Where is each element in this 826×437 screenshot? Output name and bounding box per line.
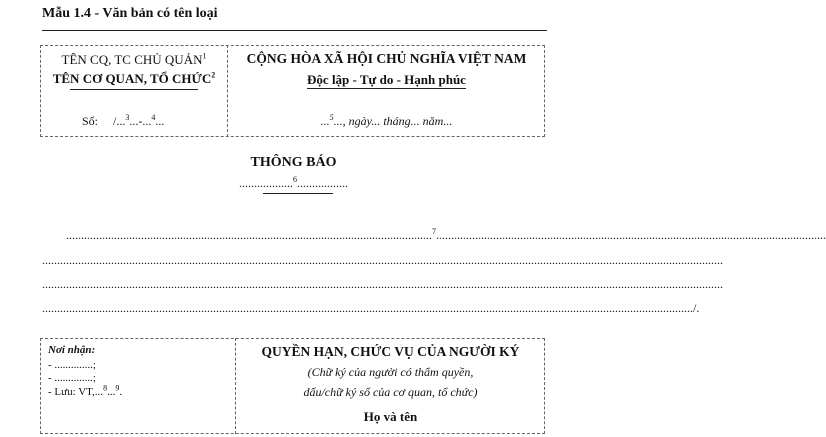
title-rule bbox=[42, 30, 547, 31]
signature-note-1: (Chữ ký của người có thẩm quyền, bbox=[307, 365, 474, 379]
number-label: Số: bbox=[82, 114, 99, 128]
document-number bbox=[82, 114, 164, 129]
signer-title: QUYỀN HẠN, CHỨC VỤ CỦA NGƯỜI KÝ bbox=[261, 344, 520, 359]
number-ref-a: 3 bbox=[125, 113, 130, 122]
org-name bbox=[41, 71, 227, 87]
archive-mid: ... bbox=[107, 386, 116, 398]
body-line-1-post: .................................................................................................................................. bbox=[436, 228, 826, 242]
recipients-label: Nơi nhận: bbox=[48, 344, 96, 356]
summary-post: ................. bbox=[297, 176, 348, 190]
recipient-item: - ..............; bbox=[48, 372, 96, 384]
motto-wrap bbox=[228, 71, 545, 89]
body-line-3: ................................................................................................................................................................................................................................... bbox=[42, 277, 723, 291]
document-type: THÔNG BÁO bbox=[250, 155, 337, 170]
body-line-1-ref: 7 bbox=[432, 227, 436, 236]
body-line-1-pre: .......................................................................................................................... bbox=[66, 228, 432, 242]
nation-name: CỘNG HÒA XÃ HỘI CHỦ NGHĨA VIỆT NAM bbox=[246, 51, 527, 66]
motto: Độc lập - Tự do - Hạnh phúc bbox=[307, 72, 466, 87]
recipient-item: - ..............; bbox=[48, 359, 96, 371]
archive-post: . bbox=[119, 386, 123, 398]
date-ref: 5 bbox=[329, 113, 334, 122]
parent-org-ref: 1 bbox=[202, 51, 207, 61]
summary-underline bbox=[263, 193, 333, 194]
archive-pre: - Lưu: VT,... bbox=[48, 386, 104, 398]
body-line-4: ........................................................................................................................................................................................................................./. bbox=[42, 301, 700, 315]
date-post: ..., ngày... tháng... năm... bbox=[333, 114, 453, 128]
recipient-archive bbox=[48, 383, 123, 398]
number-mid: ...-... bbox=[129, 114, 152, 128]
org-name-text: TÊN CƠ QUAN, TỔ CHỨC bbox=[52, 71, 212, 86]
number-post: ... bbox=[155, 114, 165, 128]
date-pre: ... bbox=[320, 114, 330, 128]
number-ref-b: 4 bbox=[151, 113, 156, 122]
document-summary bbox=[0, 176, 587, 191]
number-pre: /... bbox=[113, 114, 126, 128]
parent-org bbox=[41, 52, 227, 68]
body-line-1 bbox=[66, 227, 826, 243]
signer-name: Họ và tên bbox=[363, 409, 418, 424]
summary-pre: .................. bbox=[239, 176, 293, 190]
org-name-underline bbox=[70, 89, 198, 90]
summary-ref: 6 bbox=[293, 175, 297, 184]
archive-ref-b: 9 bbox=[115, 383, 120, 393]
org-name-ref: 2 bbox=[211, 70, 216, 80]
form-title: Mẫu 1.4 - Văn bản có tên loại bbox=[42, 6, 218, 21]
signature-note-2: dấu/chữ ký số của cơ quan, tổ chức) bbox=[303, 385, 478, 399]
body-line-2: ................................................................................................................................................................................................................................... bbox=[42, 253, 723, 267]
archive-ref-a: 8 bbox=[103, 383, 108, 393]
place-date bbox=[228, 114, 545, 129]
parent-org-text: TÊN CQ, TC CHỦ QUẢN bbox=[61, 52, 203, 67]
